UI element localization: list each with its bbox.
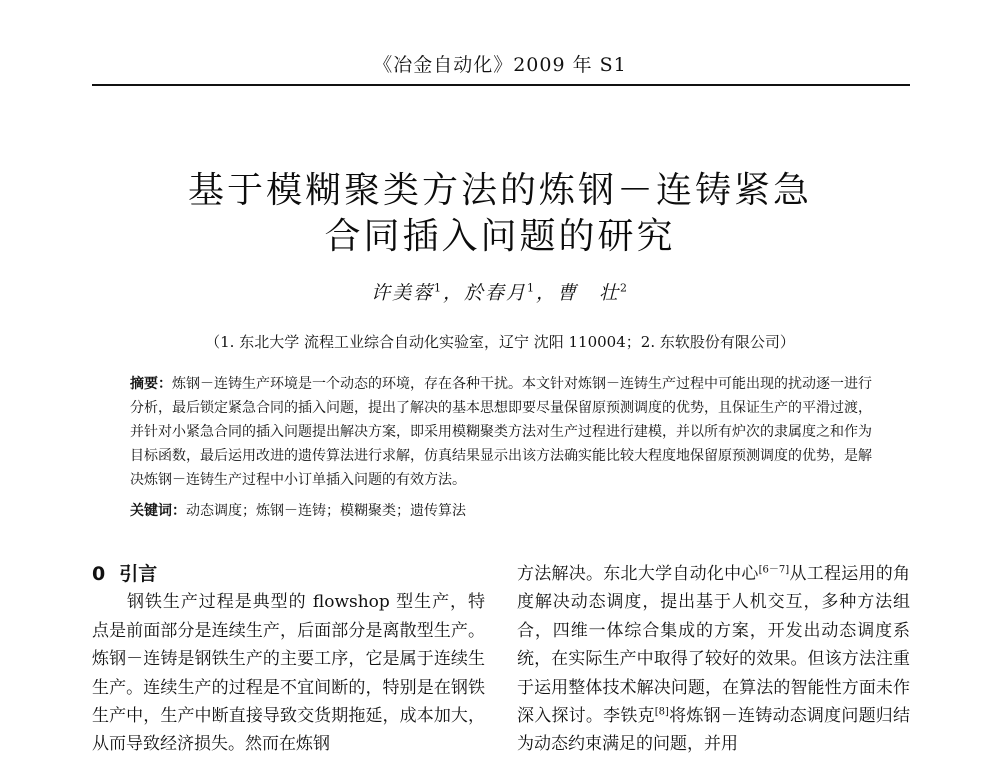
right-column	[517, 560, 910, 759]
citation-ref: [6－7]	[758, 564, 790, 576]
keywords-label: 关键词：	[130, 503, 186, 519]
abstract-label: 摘要：	[130, 376, 172, 392]
author-affiliation-mark: 1	[433, 281, 443, 295]
right-column-text-2: 从工程运用的角度解决动态调度，提出基于人机交互，多种方法组合，四维一体综合集成的方案，开发出动态调度系统，在实际生产中取得了较好的效果。但该方法注重于运用整体技术解决问题，在算法的智能性方面未作深入探讨。李铁克	[517, 564, 911, 727]
section-number: 0	[92, 563, 106, 585]
section-heading	[92, 560, 485, 588]
keywords	[130, 500, 872, 520]
journal-header: 《冶金自动化》2009 年 S1	[373, 54, 627, 76]
affiliation: （1. 东北大学 流程工业综合自动化实验室，辽宁 沈阳 110004；2. 东软股份有限公司）	[205, 333, 795, 351]
citation-ref: [8]	[654, 706, 669, 718]
right-column-text-3: 将炼钢－连铸动态调度问题归结为动态约束满足的问题，并用	[517, 706, 911, 755]
author-separator: ，	[442, 282, 464, 304]
author-name: 许美蓉	[370, 282, 434, 304]
author-affiliation-mark: 1	[527, 281, 536, 295]
keywords-text: 动态调度；炼钢－连铸；模糊聚类；遗传算法	[186, 503, 466, 519]
abstract	[130, 372, 872, 492]
author-name: 曹 壮	[557, 282, 621, 304]
section-title: 引言	[119, 563, 158, 585]
header-rule	[92, 84, 910, 86]
paper-title-line-1: 基于模糊聚类方法的炼钢－连铸紧急	[187, 170, 812, 211]
author-separator: ，	[536, 282, 558, 304]
paper-title-line-2: 合同插入问题的研究	[324, 216, 676, 257]
abstract-text: 炼钢－连铸生产环境是一个动态的环境，存在各种干扰。本文针对炼钢－连铸生产过程中可能出现的扰动逐一进行分析，最后锁定紧急合同的插入问题，提出了解决的基本思想即要尽量保留原预测调度的优势，且保证生产的平滑过渡，并针对小紧急合同的插入问题提出解决方案，即采用模糊聚类方法对生产过程进行建模，并以所有炉次的隶属度之和作为目标函数，最后运用改进的遗传算法进行求解，仿真结果显示出该方法确实能比较大程度地保留原预测调度的优势，是解决炼钢－连铸生产过程中小订单插入问题的有效方法。	[130, 376, 872, 488]
body-paragraph	[92, 588, 485, 758]
right-column-text-1: 方法解决。东北大学自动化中心	[517, 564, 759, 584]
author-list	[0, 278, 1000, 305]
author-affiliation-mark: 2	[620, 281, 630, 295]
left-column	[92, 560, 485, 759]
left-column-text: 钢铁生产过程是典型的 flowshop 型生产，特点是前面部分是连续生产，后面部分是离散型生产。炼钢－连铸是钢铁生产的主要工序，它是属于连续生生产。连续生产的过程是不宜间断的，特别是在钢铁生产中，生产中断直接导致交货期拖延，成本加大，从而导致经济损失。然而在炼钢	[92, 592, 485, 755]
author-name: 於春月	[463, 282, 527, 304]
